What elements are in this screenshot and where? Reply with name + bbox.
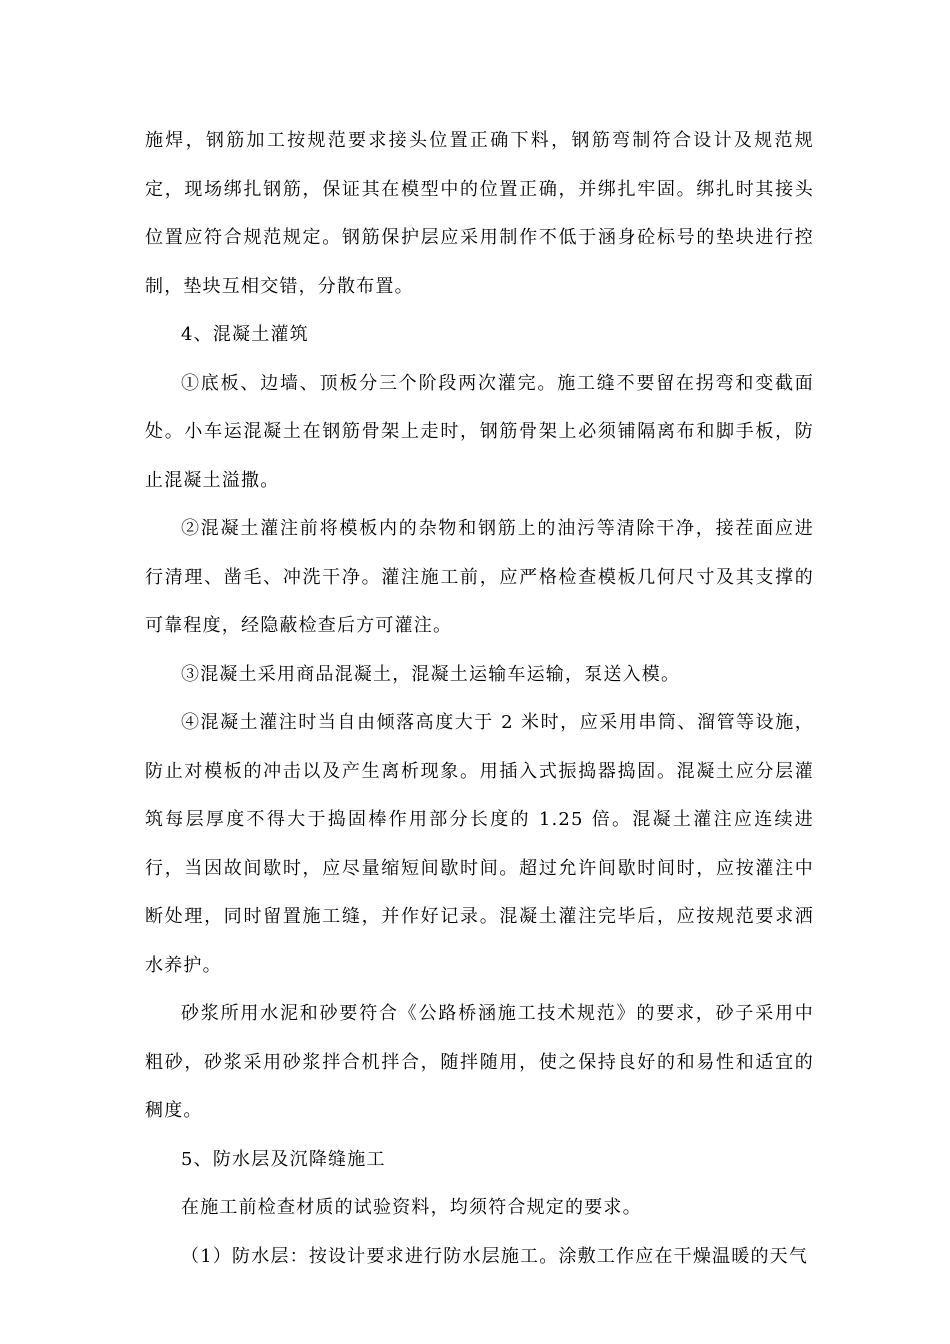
paragraph-material-check: 在施工前检查材质的试验资料，均须符合规定的要求。: [181, 1197, 642, 1218]
section-heading-concrete-pouring: 4、混凝土灌筑: [181, 324, 309, 345]
section-heading-waterproofing: 5、防水层及沉降缝施工: [181, 1148, 386, 1170]
paragraph-pre-pour-cleaning: ②混凝土灌注前将模板内的杂物和钢筋上的油污等清除干净，接茬面应进行清理、凿毛、冲洗干净。灌注施工前，应严格检查模板几何尺寸及其支撑的可靠程度，经隐蔽检查后方可灌注。: [145, 518, 814, 636]
paragraph-mortar: 砂浆所用水泥和砂要符合《公路桥涵施工技术规范》的要求，砂子采用中粗砂，砂浆采用砂浆拌合机拌合，随拌随用，使之保持良好的和易性和适宜的稠度。: [145, 1003, 814, 1121]
paragraph-pour-height: ④混凝土灌注时当自由倾落高度大于 2 米时，应采用串筒、溜管等设施，防止对模板的冲击以及产生离析现象。用插入式振捣器捣固。混凝土应分层灌筑每层厚度不得大于捣固棒作用部分长度的 1.25 倍。混凝土灌注应连续进行，当因故间歇时，应尽量缩短间歇时间。超过允许间歇时间时，应按灌注中断处理，同时留置施工缝，并作好记录。混凝土灌注完毕后，应按规范要求洒水养护。: [145, 712, 814, 976]
paragraph-waterproof-layer: （1）防水层：按设计要求进行防水层施工。涂敷工作应在干燥温暖的天气: [181, 1245, 809, 1267]
paragraph-pour-stages: ①底板、边墙、顶板分三个阶段两次灌完。施工缝不要留在拐弯和变截面处。小车运混凝土在钢筋骨架上走时，钢筋骨架上必须铺隔离布和脚手板，防止混凝土溢撒。: [145, 372, 814, 491]
paragraph-rebar-placement: 施焊，钢筋加工按规范要求接头位置正确下料，钢筋弯制符合设计及规范规定，现场绑扎钢筋，保证其在模型中的位置正确，并绑扎牢固。绑扎时其接头位置应符合规范规定。钢筋保护层应采用制作不低于涵身砼标号的垫块进行控制，垫块互相交错，分散布置。: [145, 130, 814, 297]
paragraph-commercial-concrete: ③混凝土采用商品混凝土，混凝土运输车运输，泵送入模。: [181, 663, 681, 685]
